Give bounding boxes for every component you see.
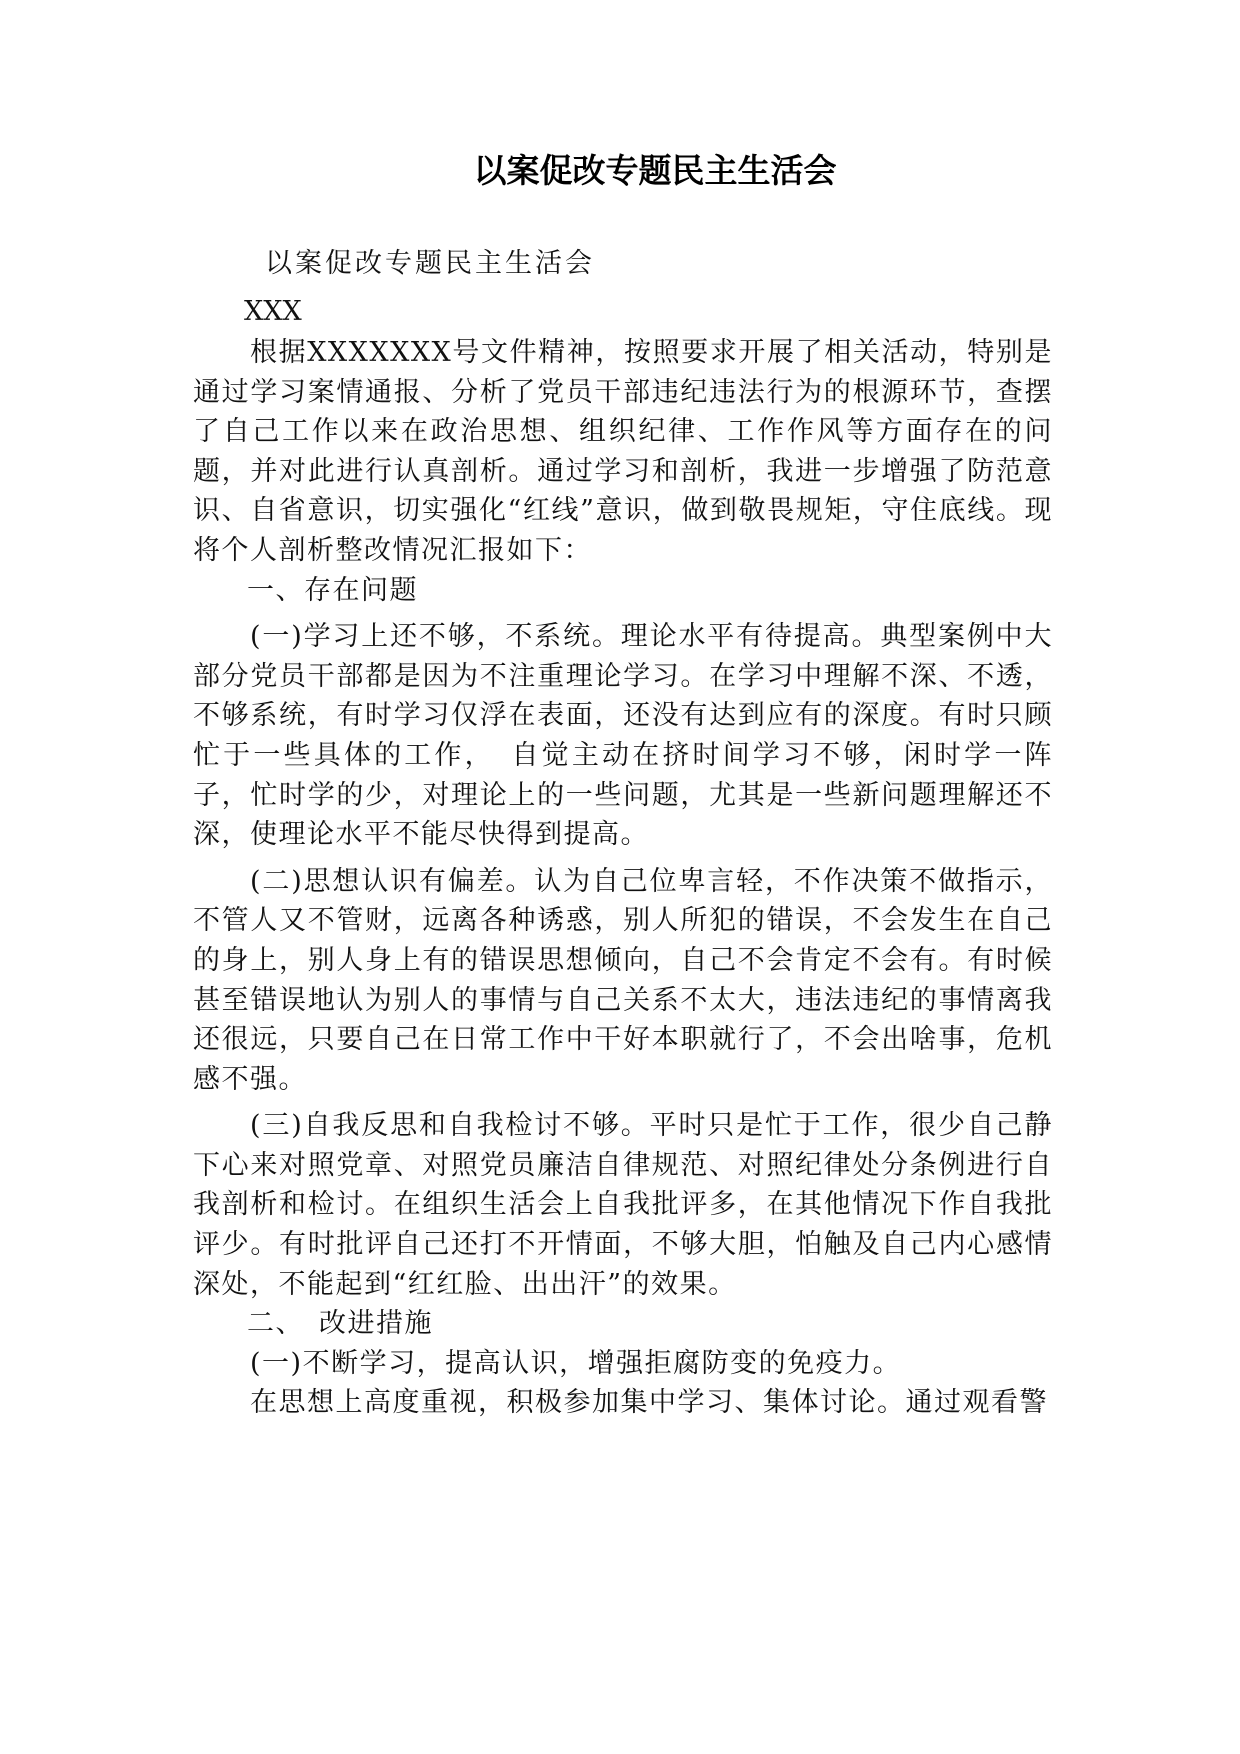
- intro-paragraph: 根据XXXXXXX号文件精神，按照要求开展了相关活动，特别是通过学习案情通报、分析了党员干部违纪违法行为的根源环节，查摆了自己工作以来在政治思想、组织纪律、工作作风等方面存在的问题，并对此进行认真剖析。通过学习和剖析，我进一步增强了防范意识、自省意识，切实强化“红线”意识，做到敬畏规矩，守住底线。现将个人剖析整改情况汇报如下：: [193, 337, 1053, 566]
- section-heading-measures: 二、 改进措施: [247, 1308, 433, 1340]
- document-author: XXX: [244, 296, 302, 327]
- document-subtitle: 以案促改专题民主生活会: [265, 248, 595, 279]
- problem-paragraph-2: (二)思想认识有偏差。认为自己位卑言轻，不作决策不做指示，不管人又不管财，远离各种诱惑，别人所犯的错误，不会发生在自己的身上，别人身上有的错误思想倾向，自己不会肯定不会有。有时候甚至错误地认为别人的事情与自己关系不太大，违法违纪的事情离我还很远，只要自己在日常工作中干好本职就行了，不会出啥事，危机感不强。: [193, 865, 1053, 1095]
- problem-paragraph-1: (一)学习上还不够，不系统。理论水平有待提高。典型案例中大部分党员干部都是因为不注重理论学习。在学习中理解不深、不透，不够系统，有时学习仅浮在表面，还没有达到应有的深度。有时只顾忙于一些具体的工作， 自觉主动在挤时间学习不够，闲时学一阵子，忙时学的少，对理论上的一些问题，尤其是一些新问题理解还不深，使理论水平不能尽快得到提高。: [193, 621, 1053, 851]
- measure-paragraph-2: 在思想上高度重视，积极参加集中学习、集体讨论。通过观看警: [250, 1387, 1048, 1419]
- document-body: [193, 333, 1053, 1423]
- document-title: 以案促改专题民主生活会: [473, 151, 837, 190]
- section-heading-problems: 一、存在问题: [247, 574, 418, 606]
- problem-paragraph-3: (三)自我反思和自我检讨不够。平时只是忙于工作，很少自己静下心来对照党章、对照党员廉洁自律规范、对照纪律处分条例进行自我剖析和检讨。在组织生活会上自我批评多，在其他情况下作自我批评少。有时批评自己还打不开情面，不够大胆，怕触及自己内心感情深处，不能起到“红红脸、出出汗”的效果。: [193, 1110, 1053, 1300]
- measure-paragraph-1: (一)不断学习，提高认识，增强拒腐防变的免疫力。: [250, 1347, 902, 1379]
